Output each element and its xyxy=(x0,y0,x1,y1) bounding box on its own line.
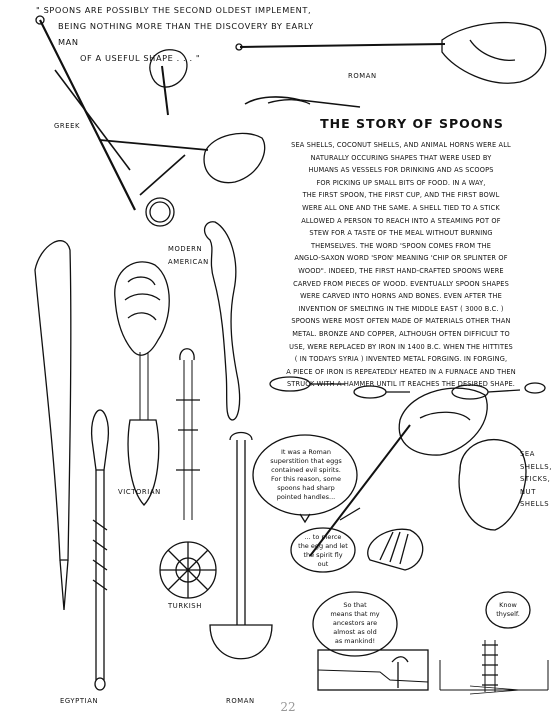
bubble-line: the egg and let xyxy=(298,542,348,550)
speech-bubble-roman-superstition xyxy=(258,448,354,502)
bubble-line: ancestors are xyxy=(332,619,378,627)
story-line: ALLOWED A PERSON TO REACH INTO A STEAMING POT OF xyxy=(301,216,501,225)
label-egyptian: EGYPTIAN xyxy=(60,697,99,705)
bubble-line: thyself. xyxy=(496,610,520,618)
quote-line-1: " SPOONS ARE POSSIBLY THE SECOND OLDEST IMPLEMENT, xyxy=(36,5,312,15)
bubble-line: as mankind! xyxy=(334,637,376,645)
bubble-line: means that my xyxy=(330,610,380,618)
egyptian-spatula xyxy=(35,241,71,610)
story-line: THE FIRST SPOON, THE FIRST CUP, AND THE FIRST BOWL xyxy=(302,191,500,200)
story-line: SEA SHELLS, COCONUT SHELLS, AND ANIMAL HORNS WERE ALL xyxy=(291,141,511,149)
label-roman-bottom: ROMAN xyxy=(226,697,255,705)
label-sea: SEA xyxy=(520,450,536,458)
quote-line-3: OF A USEFUL SHAPE . . . " xyxy=(80,53,201,63)
speech-bubble-ancestors xyxy=(318,601,392,646)
turkish-spoon xyxy=(160,349,216,598)
bubble-line: ... to pierce xyxy=(304,533,342,541)
story-line: ANGLO-SAXON WORD 'SPON' MEANING 'CHIP OR SPLINTER OF xyxy=(294,254,508,263)
bubble-line: pointed handles... xyxy=(276,493,336,501)
label-turkish: TURKISH xyxy=(168,602,202,610)
label-modern-american xyxy=(168,243,209,269)
bubble-line: Know xyxy=(499,601,517,609)
label-american: AMERICAN xyxy=(168,258,209,266)
label-greek: GREEK xyxy=(54,122,81,130)
roman-spoon-mid xyxy=(245,97,360,107)
bubble-line: For this reason, some xyxy=(271,475,341,483)
story-line: WOOD". INDEED, THE FIRST HAND-CRAFTED SPOONS WERE xyxy=(298,266,504,275)
bubble-line: superstition that eggs xyxy=(270,457,342,465)
label-roman-top: ROMAN xyxy=(348,72,377,80)
egyptian-long-spoon xyxy=(92,410,109,690)
story-line: CARVED FROM PIECES OF WOOD. EVENTUALLY SPOON SHAPES xyxy=(293,279,509,288)
comic-panels xyxy=(318,640,548,694)
speech-bubble-know-thyself xyxy=(488,601,528,619)
victorian-spoon xyxy=(115,262,170,505)
story-line: WERE CARVED INTO HORNS AND BONES. EVEN AFTER THE xyxy=(300,292,502,301)
label-victorian: VICTORIAN xyxy=(118,488,161,496)
bubble-line: the spirit fly xyxy=(303,551,343,559)
label-nut: NUT xyxy=(520,487,537,496)
story-line: SPOONS WERE MOST OFTEN MADE OF MATERIALS OTHER THAN xyxy=(291,317,511,326)
page-title: THE STORY OF SPOONS xyxy=(320,116,504,131)
label-sea-shells xyxy=(520,448,556,511)
story-line: FOR PICKING UP SMALL BITS OF FOOD. IN A WAY, xyxy=(316,178,486,187)
bubble-line: spoons had sharp xyxy=(277,484,335,492)
label-modern: MODERN xyxy=(168,245,203,253)
opening-quote xyxy=(36,2,336,66)
page-number: 22 xyxy=(280,700,296,714)
quote-line-2: BEING NOTHING MORE THAN THE DISCOVERY BY EARLY MAN xyxy=(58,21,314,47)
story-line: NATURALLY OCCURING SHAPES THAT WERE USED BY xyxy=(310,153,492,162)
modern-american-spoon xyxy=(205,222,240,420)
story-body xyxy=(248,139,554,391)
bubble-line: It was a Roman xyxy=(281,448,331,456)
story-line: HUMANS AS VESSELS FOR DRINKING AND AS SCOOPS xyxy=(308,166,494,175)
bubble-line: contained evil spirits. xyxy=(271,466,341,474)
bubble-line: almost as old xyxy=(333,628,377,636)
label-nut-shells: SHELLS xyxy=(520,500,550,508)
speech-bubble-pierce-egg xyxy=(293,533,353,569)
story-line: USE, WERE REPLACED BY IRON IN 1400 B.C. WHEN THE HITTITES xyxy=(289,342,513,351)
bubble-line: So that xyxy=(343,601,367,609)
bubble-line: out xyxy=(317,560,329,568)
story-line: WERE ALL ONE AND THE SAME. A SHELL TIED TO A STICK xyxy=(302,203,500,212)
label-shells: SHELLS, xyxy=(520,462,552,471)
story-line: A PIECE OF IRON IS REPEATEDLY HEATED IN A FURNACE AND THEN xyxy=(286,367,516,376)
story-line: THEMSELVES. THE WORD 'SPOON COMES FROM THE xyxy=(310,241,492,250)
story-line: METAL. BRONZE AND COPPER, ALTHOUGH OFTEN DIFFICULT TO xyxy=(292,329,510,338)
story-line: INVENTION OF SMELTING IN THE MIDDLE EAST ( 3000 B.C. ) xyxy=(298,304,504,313)
story-line: STRUCK WITH A HAMMER UNTIL IT REACHES THE DESIRED SHAPE. xyxy=(286,380,516,389)
label-sticks: STICKS, xyxy=(520,475,551,483)
story-line: ( IN TODAYS SYRIA ) INVENTED METAL FORGING. IN FORGING, xyxy=(294,355,508,364)
story-line: STEW FOR A TASTE OF THE MEAL WITHOUT BURNING xyxy=(309,229,493,238)
